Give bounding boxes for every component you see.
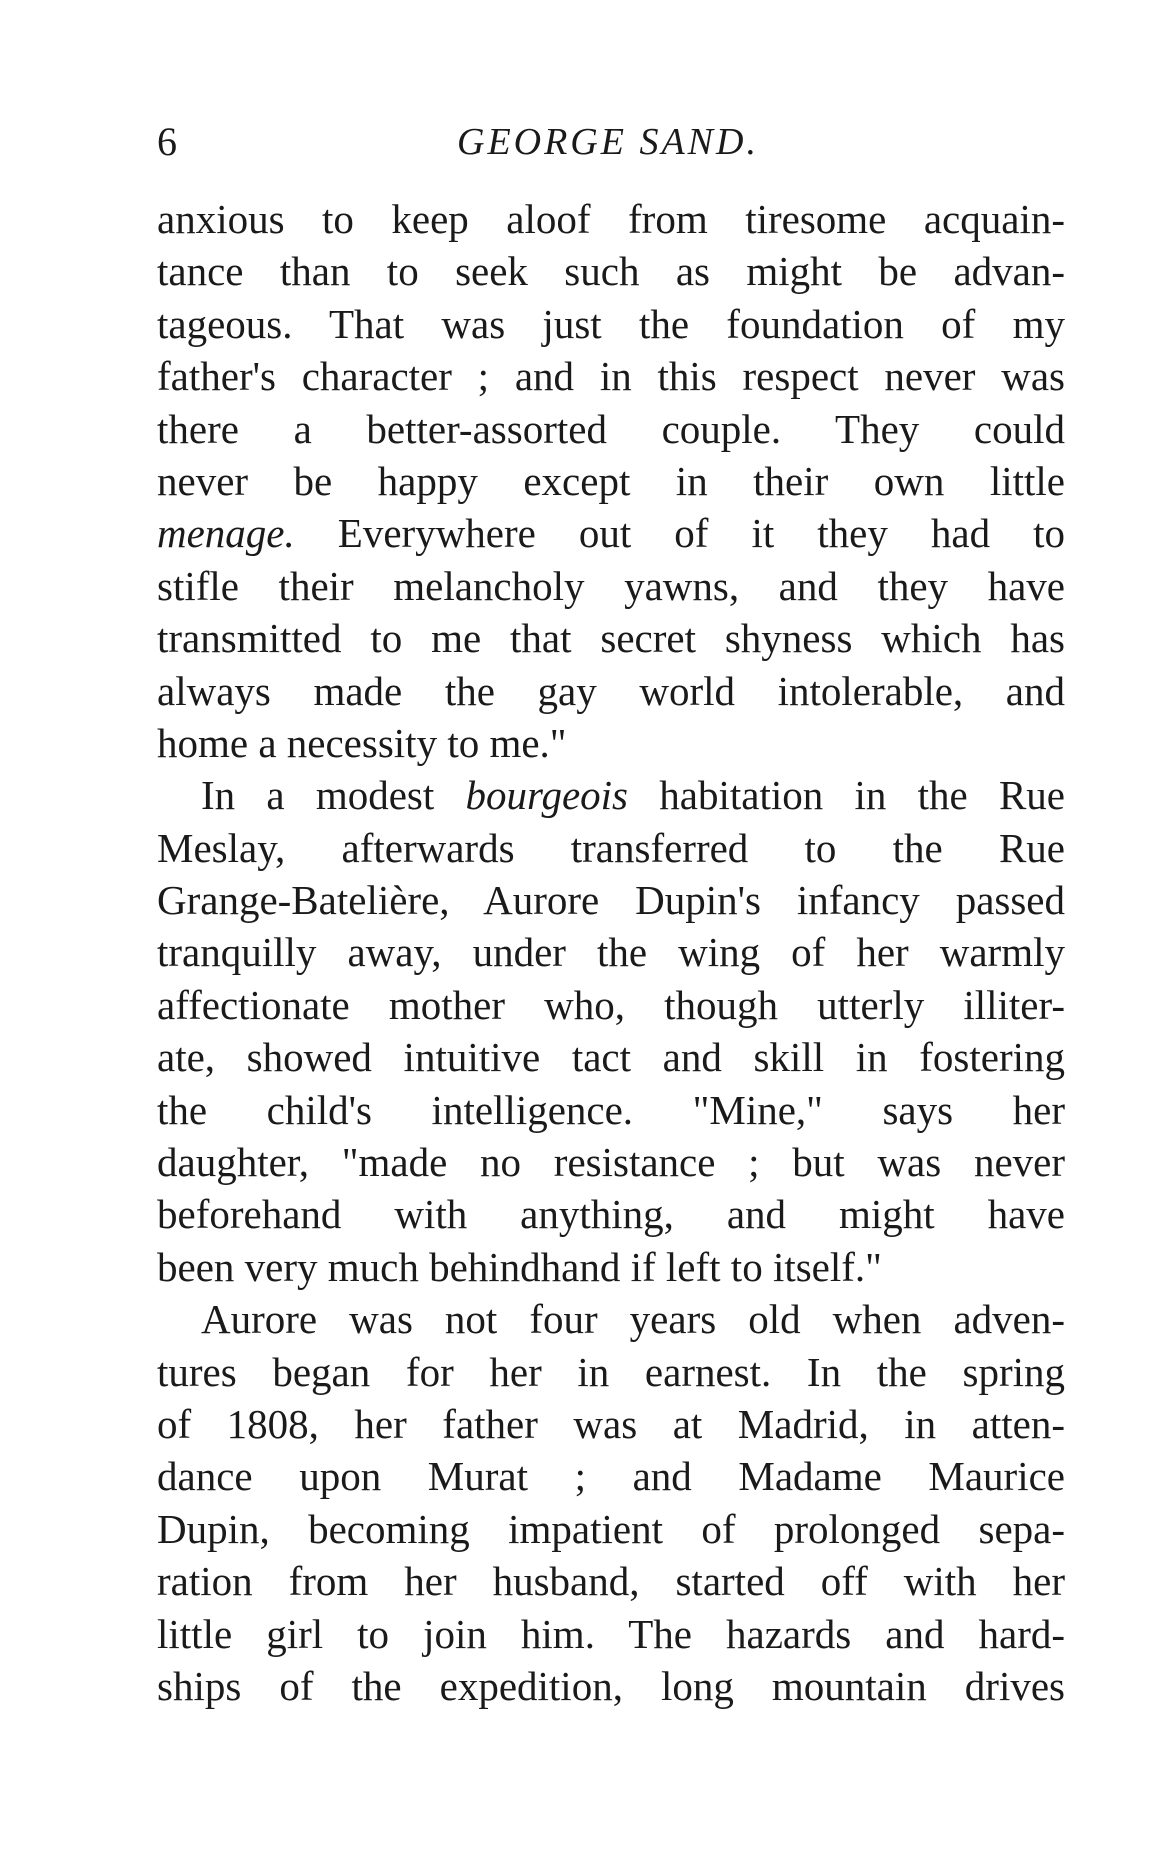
text-line: Meslay, afterwards transferred to the Rue <box>157 824 1065 871</box>
text-line: transmitted to me that secret shyness which has <box>157 615 1065 662</box>
text-line: little girl to join him. The hazards and hard- <box>157 1610 1065 1657</box>
text-line: father's character ; and in this respect never was <box>157 353 1065 400</box>
paragraph <box>157 1293 1065 1712</box>
text-line: Dupin, becoming impatient of prolonged sepa- <box>157 1505 1065 1552</box>
body-text <box>157 193 1065 1712</box>
text-line: daughter, "made no resistance ; but was never <box>157 1139 1065 1186</box>
text-line: tance than to seek such as might be advan- <box>157 248 1065 295</box>
paragraph <box>157 193 1065 769</box>
text-line: the child's intelligence. "Mine," says her <box>157 1086 1065 1133</box>
text-line: ate, showed intuitive tact and skill in fostering <box>157 1034 1065 1081</box>
text-line: of 1808, her father was at Madrid, in atten- <box>157 1400 1065 1447</box>
text-line: stifle their melancholy yawns, and they have <box>157 562 1065 609</box>
text-line: tranquilly away, under the wing of her warmly <box>157 929 1065 976</box>
page-number: 6 <box>157 119 177 164</box>
text-line: Grange-Batelière, Aurore Dupin's infancy passed <box>157 877 1065 924</box>
text-line: tageous. That was just the foundation of my <box>157 300 1065 347</box>
text-line: always made the gay world intolerable, and <box>157 667 1065 714</box>
italic-word: menage. <box>157 510 295 557</box>
text-line: been very much behindhand if left to itself." <box>157 1243 882 1290</box>
page-header <box>157 112 1065 172</box>
text-line: tures began for her in earnest. In the spring <box>157 1348 1065 1395</box>
text-line: anxious to keep aloof from tiresome acquain- <box>157 196 1065 242</box>
text-line: ration from her husband, started off with her <box>157 1558 1065 1605</box>
text-line: menage. Everywhere out of it they had to <box>157 510 1065 557</box>
text-line: Aurore was not four years old when adven- <box>201 1296 1065 1343</box>
text-line: affectionate mother who, though utterly illiter- <box>157 981 1065 1028</box>
text-line: In a modest bourgeois habitation in the Rue <box>201 772 1065 819</box>
paragraph <box>157 769 1065 1293</box>
running-title: GEORGE SAND. <box>457 121 759 163</box>
italic-word: bourgeois <box>465 772 629 819</box>
text-line: dance upon Murat ; and Madame Maurice <box>157 1453 1065 1500</box>
text-line: home a necessity to me." <box>157 719 567 766</box>
text-line: there a better-assorted couple. They could <box>157 405 1065 452</box>
text-line: ships of the expedition, long mountain drives <box>157 1662 1065 1709</box>
text-line: beforehand with anything, and might have <box>157 1191 1065 1238</box>
text-line: never be happy except in their own little <box>157 457 1065 504</box>
